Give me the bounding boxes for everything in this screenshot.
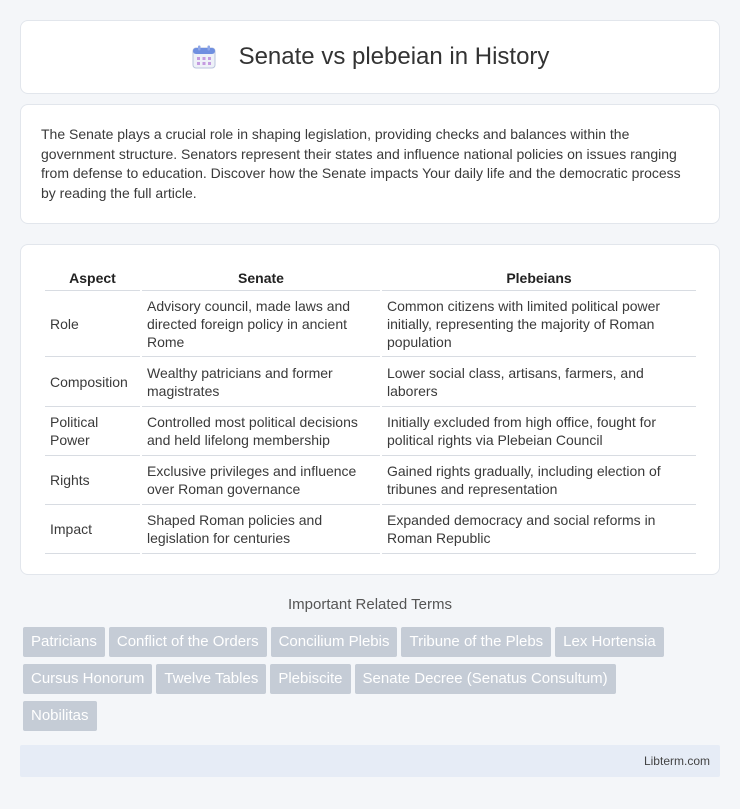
header-card	[20, 20, 720, 94]
page-title: Senate vs plebeian in History	[238, 43, 550, 70]
related-terms-title: Important Related Terms	[288, 596, 452, 613]
senate-cell: Wealthy patricians and former magistrates	[142, 357, 380, 407]
related-term-tag[interactable]: Plebiscite	[270, 664, 350, 694]
table-row	[45, 456, 696, 505]
aspect-cell: Role	[45, 291, 140, 357]
aspect-cell: Rights	[45, 456, 140, 505]
column-header-aspect: Aspect	[45, 265, 140, 291]
related-term-tag[interactable]: Lex Hortensia	[555, 627, 664, 657]
senate-cell: Shaped Roman policies and legislation for centuries	[142, 505, 380, 554]
senate-cell: Advisory council, made laws and directed foreign policy in ancient Rome	[142, 291, 380, 357]
related-term-tag[interactable]: Concilium Plebis	[271, 627, 398, 657]
table-row	[45, 407, 696, 456]
intro-card	[20, 104, 720, 224]
footer	[20, 745, 720, 777]
footer-site-link[interactable]: Libterm.com	[643, 754, 710, 768]
senate-cell: Controlled most political decisions and held lifelong membership	[142, 407, 380, 456]
related-term-tag[interactable]: Cursus Honorum	[23, 664, 152, 694]
senate-cell: Exclusive privileges and influence over Roman governance	[142, 456, 380, 505]
related-term-tag[interactable]: Twelve Tables	[156, 664, 266, 694]
related-term-tag[interactable]: Senate Decree (Senatus Consultum)	[355, 664, 616, 694]
plebeians-cell: Expanded democracy and social reforms in Roman Republic	[382, 505, 696, 554]
comparison-table	[43, 265, 698, 554]
aspect-cell: Political Power	[45, 407, 140, 456]
related-term-tag[interactable]: Patricians	[23, 627, 105, 657]
plebeians-cell: Initially excluded from high office, fought for political rights via Plebeian Council	[382, 407, 696, 456]
calendar-icon	[191, 44, 217, 70]
table-row	[45, 357, 696, 407]
plebeians-cell: Lower social class, artisans, farmers, and laborers	[382, 357, 696, 407]
aspect-cell: Composition	[45, 357, 140, 407]
plebeians-cell: Common citizens with limited political power initially, representing the majority of Roman population	[382, 291, 696, 357]
table-header-row	[45, 265, 696, 291]
intro-text: The Senate plays a crucial role in shaping legislation, providing checks and balances within the government structure. Senators represent their states and influence national policies on issues ranging from defense to education. Discover how the Senate impacts Your daily life and the democratic process by reading the full article.	[41, 126, 681, 201]
aspect-cell: Impact	[45, 505, 140, 554]
related-terms-list	[23, 627, 723, 738]
table-row	[45, 291, 696, 357]
column-header-plebeians: Plebeians	[382, 265, 696, 291]
related-term-tag[interactable]: Tribune of the Plebs	[401, 627, 551, 657]
related-term-tag[interactable]: Conflict of the Orders	[109, 627, 267, 657]
column-header-senate: Senate	[142, 265, 380, 291]
table-row	[45, 505, 696, 554]
comparison-table-card	[20, 244, 720, 575]
related-term-tag[interactable]: Nobilitas	[23, 701, 97, 731]
plebeians-cell: Gained rights gradually, including election of tribunes and representation	[382, 456, 696, 505]
